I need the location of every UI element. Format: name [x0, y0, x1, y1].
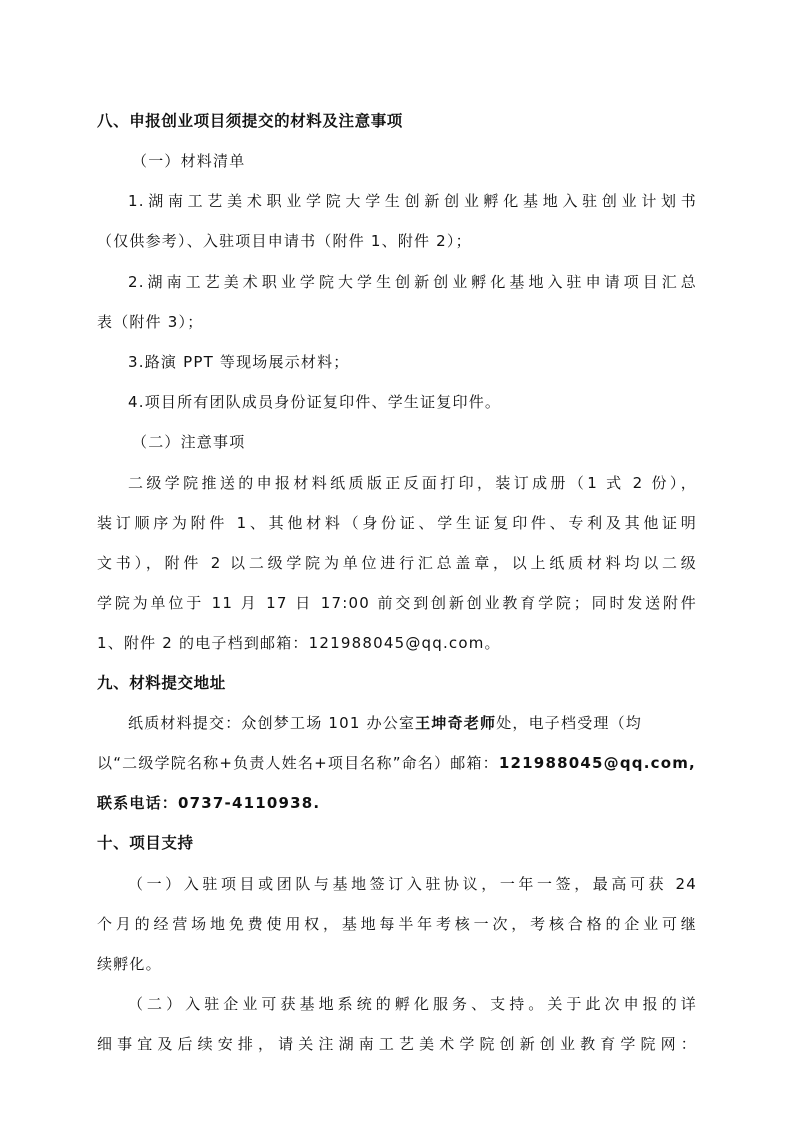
notes-line-1: 二级学院推送的申报材料纸质版正反面打印，装订成册（1 式 2 份），: [128, 474, 697, 492]
support-para2-line2: 细事宜及后续安排，请关注湖南工艺美术学院创新创业教育学院网：: [97, 1035, 697, 1053]
material-item-2-line1: 2.湖南工艺美术职业学院大学生创新创业孵化基地入驻申请项目汇总: [128, 273, 697, 291]
section9-heading: 九、材料提交地址: [97, 674, 226, 692]
notes-line-3: 文书），附件 2 以二级学院为单位进行汇总盖章，以上纸质材料均以二级: [97, 554, 697, 572]
submission-address-text: 纸质材料提交：众创梦工场 101 办公室: [128, 714, 416, 732]
submission-address-line-2: [97, 752, 697, 774]
material-item-1-line1: 1.湖南工艺美术职业学院大学生创新创业孵化基地入驻创业计划书: [128, 192, 697, 210]
support-para2-line1: （二）入驻企业可获基地系统的孵化服务、支持。关于此次申报的详: [128, 995, 697, 1013]
support-para1-line2: 个月的经营场地免费使用权，基地每半年考核一次，考核合格的企业可继: [97, 915, 697, 933]
submission-email: 121988045@qq.com,: [498, 754, 696, 772]
section10-heading: 十、项目支持: [97, 834, 194, 852]
notes-line-5: 1、附件 2 的电子档到邮箱：121988045@qq.com。: [97, 634, 501, 652]
notes-line-4: 学院为单位于 11 月 17 日 17:00 前交到创新创业教育学院；同时发送附件: [97, 594, 697, 612]
section8-subheading-notes: （二）注意事项: [132, 433, 246, 451]
material-item-1-line2: （仅供参考）、入驻项目申请书（附件 1、附件 2）；: [97, 232, 472, 250]
support-para1-line3: 续孵化。: [97, 955, 162, 973]
naming-rule-text: 以“二级学院名称+负责人姓名+项目名称”命名）邮箱：: [97, 754, 499, 772]
section8-subheading-materials: （一）材料清单: [132, 152, 246, 170]
section8-heading: 八、申报创业项目须提交的材料及注意事项: [97, 112, 403, 130]
material-item-4: 4.项目所有团队成员身份证复印件、学生证复印件。: [128, 393, 502, 411]
material-item-2-line2: 表（附件 3）；: [97, 313, 204, 331]
notes-line-2: 装订顺序为附件 1、其他材料（身份证、学生证复印件、专利及其他证明: [97, 514, 697, 532]
submission-address-line-1: [128, 712, 697, 734]
support-para1-line1: （一）入驻项目或团队与基地签订入驻协议，一年一签，最高可获 24: [128, 875, 697, 893]
submission-address-text-cont: 处，电子档受理（均: [496, 714, 642, 732]
contact-teacher-name: 王坤奇老师: [415, 714, 497, 732]
contact-phone: 联系电话：0737-4110938.: [97, 794, 321, 812]
material-item-3: 3.路演 PPT 等现场展示材料；: [128, 353, 350, 371]
